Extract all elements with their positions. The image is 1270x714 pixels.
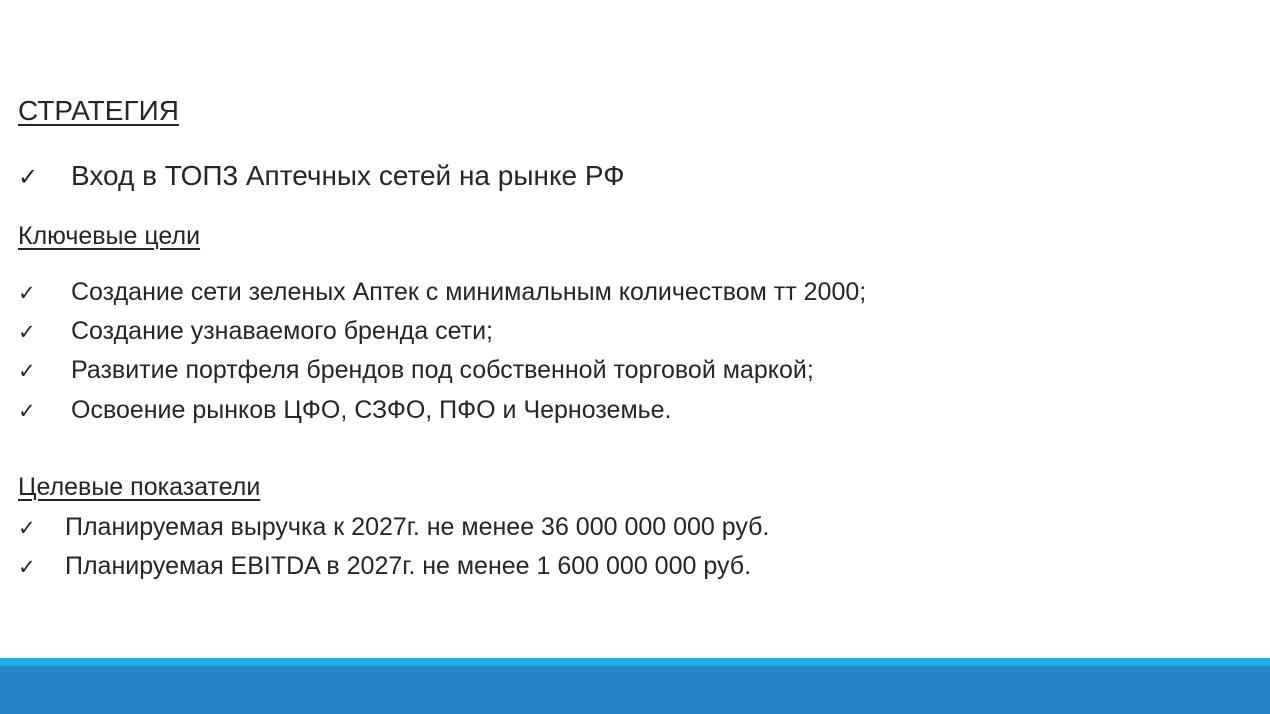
key-goal-text: Создание сети зеленых Аптек с минимальным количеством тт 2000; xyxy=(71,278,867,306)
footer-accent-bar xyxy=(0,658,1270,666)
checkmark-icon: ✓ xyxy=(18,359,36,383)
checkmark-icon: ✓ xyxy=(18,320,36,344)
strategy-item xyxy=(18,160,625,192)
checkmark-icon: ✓ xyxy=(18,163,39,191)
checkmark-icon: ✓ xyxy=(18,516,36,540)
target-text: Планируемая EBITDA в 2027г. не менее 1 600 000 000 руб. xyxy=(65,552,752,580)
checkmark-icon: ✓ xyxy=(18,555,36,579)
target-item xyxy=(18,513,769,542)
checkmark-icon: ✓ xyxy=(18,399,36,423)
key-goal-item xyxy=(18,278,866,307)
strategy-item-text: Вход в ТОП3 Аптечных сетей на рынке РФ xyxy=(71,160,625,191)
targets-heading: Целевые показатели xyxy=(18,473,261,501)
key-goal-text: Освоение рынков ЦФО, СЗФО, ПФО и Черноземье. xyxy=(71,396,672,424)
footer-bar xyxy=(0,666,1270,714)
key-goal-item xyxy=(18,356,814,385)
key-goal-item xyxy=(18,317,493,346)
target-item xyxy=(18,552,751,581)
strategy-heading: СТРАТЕГИЯ xyxy=(18,95,179,126)
checkmark-icon: ✓ xyxy=(18,281,36,305)
key-goal-text: Развитие портфеля брендов под собственной торговой маркой; xyxy=(71,356,814,384)
key-goal-text: Создание узнаваемого бренда сети; xyxy=(71,317,493,345)
key-goal-item xyxy=(18,396,672,425)
key-goals-heading: Ключевые цели xyxy=(18,222,201,250)
target-text: Планируемая выручка к 2027г. не менее 36 000 000 000 руб. xyxy=(65,513,770,541)
